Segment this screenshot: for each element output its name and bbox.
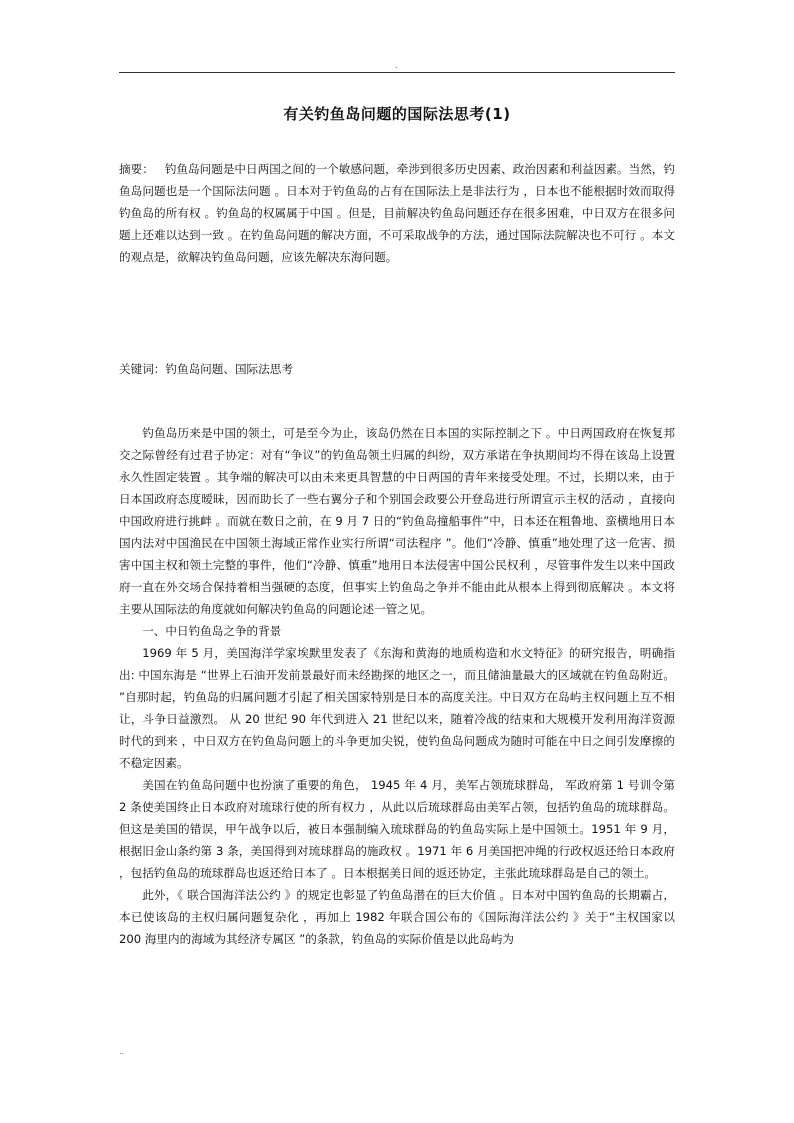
- paragraph: 钓鱼岛历来是中国的领土，可是至今为止，该岛仍然在日本国的实际控制之下 。中日两国政府在恢复邦交之际曾经有过君子协定：对有“争议”的钓鱼岛领土归属的纠纷，双方承诺在争执期间均不得在该岛上设置永久性固定装置 。其争端的解决可以由未来更具智慧的中日两国的青年来接受处理。不过，长期以来，由于日本国政府态度暧昧，因而助长了一些右翼分子和个别国会政要公开登岛进行所谓宣示主权的活动 ，直接向中国政府进行挑衅 。而就在数日之前，在 9 月 7 日的“钓鱼岛撞船事件”中，日本还在粗鲁地、蛮横地用日本国内法对中国渔民在中国领土海域正常作业实行所谓“司法程序 ”。他们“冷静、慎重”地处理了这一危害、损害中国主权和领土完整的事件，他们“冷静、慎重”地用日本法侵害中国公民权利 ，尽管事件发生以来中国政府一直在外交场合保持着相当强硬的态度，但事实上钓鱼岛之争并不能由此从根本上得到彻底解决 。本文将主要从国际法的角度就如何解决钓鱼岛的问题论述一管之见。: [119, 426, 675, 616]
- header-mark: .: [395, 61, 398, 70]
- keywords-label: 关键词：: [119, 362, 166, 376]
- abstract-text: 钓鱼岛问题是中日两国之间的一个敏感问题，牵涉到很多历史因素、政治因素和利益因素。当然，钓鱼岛问题也是一个国际法问题 。日本对于钓鱼岛的占有在国际法上是非法行为 ，日本也不能根据时效而取得钓鱼岛的所有权 。钓鱼岛的权属属于中国 。但是，目前解决钓鱼岛问题还存在很多困难，中日双方在很多问题上还难以达到一致 。在钓鱼岛问题的解决方面，不可采取战争的方法，通过国际法院解决也不可行 。本文的观点是，欲解决钓鱼岛问题，应该先解决东海问题。: [119, 162, 675, 264]
- paragraph: 1969 年 5 月，美国海洋学家埃默里发表了《东海和黄海的地质构造和水文特征》的研究报告，明确指出: 中国东海是 “世界上石油开发前景最好而未经勘探的地区之一，而且储油量最大的区域就在钓鱼岛附近。 ”自那时起，钓鱼岛的归属问题才引起了相关国家特别是日本的高度关注。中日双方在岛屿主权问题上互不相让，斗争日益激烈。 从 20 世纪 90 年代到进入 21 世纪以来，随着冷战的结束和大规模开发利用海洋资源时代的到来 ，中日双方在钓鱼岛问题上的斗争更加尖锐，使钓鱼岛问题成为随时可能在中日之间引发摩擦的不稳定因素。: [119, 646, 675, 770]
- abstract-label: 摘要：: [119, 162, 154, 176]
- keywords-text: 钓鱼岛问题、国际法思考: [165, 362, 293, 376]
- abstract: [119, 158, 675, 268]
- section-heading: 一、中日钓鱼岛之争的背景: [142, 624, 282, 638]
- footer-mark: ..: [119, 1047, 125, 1056]
- header-rule: [119, 72, 675, 73]
- paragraph: 此外，《 联合国海洋法公约 》的规定也彰显了钓鱼岛潜在的巨大价值 。日本对中国钓鱼岛的长期霸占，本已使该岛的主权归属问题复杂化 ，再加上 1982 年联合国公布的《国际海洋法公约 》关于“主权国家以 200 海里内的海域为其经济专属区 ”的条款，钓鱼岛的实际价值是以此岛屿为: [119, 888, 675, 946]
- document-title: 有关钓鱼岛问题的国际法思考(1): [283, 105, 511, 123]
- keywords: [119, 358, 675, 380]
- paragraph: 美国在钓鱼岛问题中也扮演了重要的角色， 1945 年 4 月，美军占领琉球群岛， 军政府第 1 号训令第 2 条使美国终止日本政府对琉球行使的所有权力 ，从此以后琉球群岛由美军占领，包括钓鱼岛的琉球群岛。但这是美国的错误，甲午战争以后，被日本强制编入琉球群岛的钓鱼岛实际上是中国领土。1951 年 9 月，根据旧金山条约第 3 条，美国得到对琉球群岛的施政权 。1971 年 6 月美国把冲绳的行政权返还给日本政府 ，包括钓鱼岛的琉球群岛也返还给日本了 。日本根据美日间的返还协定，主张此琉球群岛是自己的领土。: [119, 778, 675, 880]
- body-text: [119, 422, 675, 950]
